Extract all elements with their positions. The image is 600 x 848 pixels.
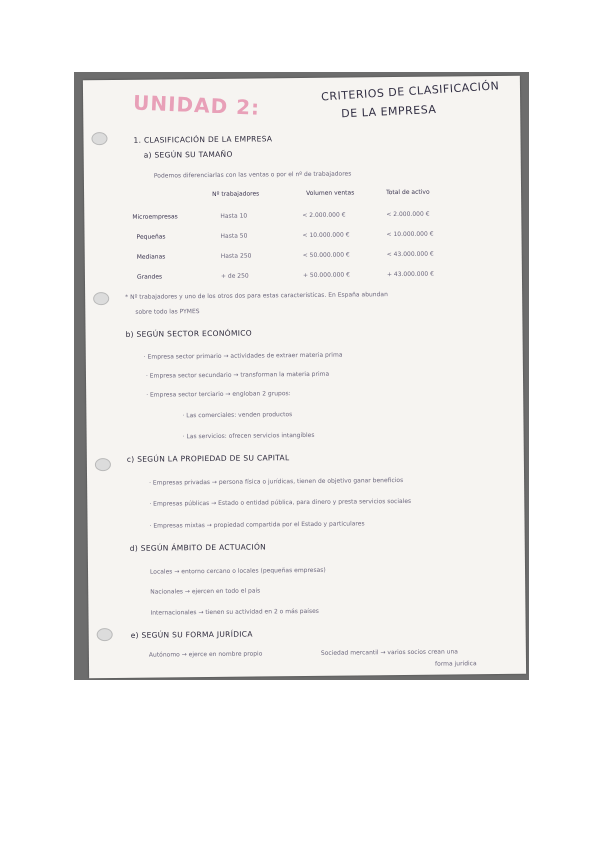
list-item: Internacionales → tienen su actividad en 2 o más países (150, 607, 319, 617)
table-cell-sales: + 50.000.000 € (302, 271, 350, 280)
list-item: · Empresa sector primario → actividades de extraer materia prima (143, 351, 343, 361)
table-cell-sales: < 10.000.000 € (302, 231, 350, 240)
table-cell-workers: Hasta 10 (220, 212, 248, 220)
table-cell-assets: < 43.000.000 € (386, 250, 434, 259)
table-cell-workers: Hasta 250 (220, 252, 252, 260)
legal-form-left: Autónomo → ejerce en nombre propio (148, 650, 263, 659)
table-cell-assets: < 2.000.000 € (386, 210, 430, 219)
table-cell-workers: Hasta 50 (220, 232, 248, 240)
binder-hole (93, 292, 109, 305)
notebook-photo (74, 72, 529, 680)
subsection-a-title: a) SEGÚN SU TAMAÑO (143, 149, 233, 160)
binder-hole (97, 628, 113, 641)
criteria-title-line1: CRITERIOS DE CLASIFICACIÓN (320, 79, 500, 104)
criteria-title-line2: DE LA EMPRESA (340, 102, 437, 121)
list-subitem: · Las servicios: ofrecen servicios intangibles (182, 431, 315, 441)
table-header-assets: Total de activo (386, 188, 430, 197)
table-row-label: Microempresas (132, 213, 178, 221)
table-cell-assets: + 43.000.000 € (386, 270, 434, 279)
unit-title: UNIDAD 2: (132, 90, 261, 120)
list-subitem: · Las comerciales: venden productos (182, 411, 293, 420)
table-cell-workers: + de 250 (220, 272, 249, 280)
table-header-sales: Volumen ventas (306, 189, 355, 197)
size-note-line2: sobre todo las PYMES (135, 308, 200, 316)
subsection-d-title: d) SEGÚN ÁMBITO DE ACTUACIÓN (129, 542, 267, 553)
section-heading: 1. CLASIFICACIÓN DE LA EMPRESA (133, 134, 273, 145)
list-item: · Empresas mixtas → propiedad compartida por el Estado y particulares (149, 520, 365, 530)
legal-form-right-line2: forma jurídica (434, 660, 477, 668)
list-item: · Empresa sector terciario → engloban 2 grupos: (146, 390, 291, 399)
subsection-c-title: c) SEGÚN LA PROPIEDAD DE SU CAPITAL (126, 453, 290, 464)
binder-hole (95, 458, 111, 471)
table-cell-assets: < 10.000.000 € (386, 230, 434, 239)
size-intro: Podemos diferenciarlas con las ventas o por el nº de trabajadores (153, 170, 352, 180)
table-row-label: Grandes (136, 273, 163, 281)
list-item: Locales → entorno cercano o locales (pequeñas empresas) (149, 566, 326, 576)
legal-form-right-line1: Sociedad mercantil → varios socios crean una (320, 648, 458, 657)
size-note-line1: * Nº trabajadores y uno de los otros dos para estas características. En España abundan (125, 291, 388, 301)
notebook-page (83, 76, 526, 679)
list-item: · Empresas públicas → Estado o entidad pública, para dinero y presta servicios sociales (149, 497, 412, 508)
table-row-label: Pequeñas (136, 233, 166, 241)
table-cell-sales: < 50.000.000 € (302, 251, 350, 260)
list-item: · Empresa sector secundario → transforman la materia prima (145, 370, 330, 380)
table-header-workers: Nº trabajadores (212, 190, 260, 198)
list-item: · Empresas privadas → persona física o jurídicas, tienen de objetivo ganar beneficios (149, 476, 404, 487)
subsection-e-title: e) SEGÚN SU FORMA JURÍDICA (130, 629, 253, 640)
list-item: Nacionales → ejercen en todo el país (150, 587, 261, 596)
binder-hole (91, 132, 107, 145)
subsection-b-title: b) SEGÚN SECTOR ECONÓMICO (125, 328, 252, 339)
table-cell-sales: < 2.000.000 € (302, 211, 346, 220)
table-row-label: Medianas (136, 253, 166, 261)
